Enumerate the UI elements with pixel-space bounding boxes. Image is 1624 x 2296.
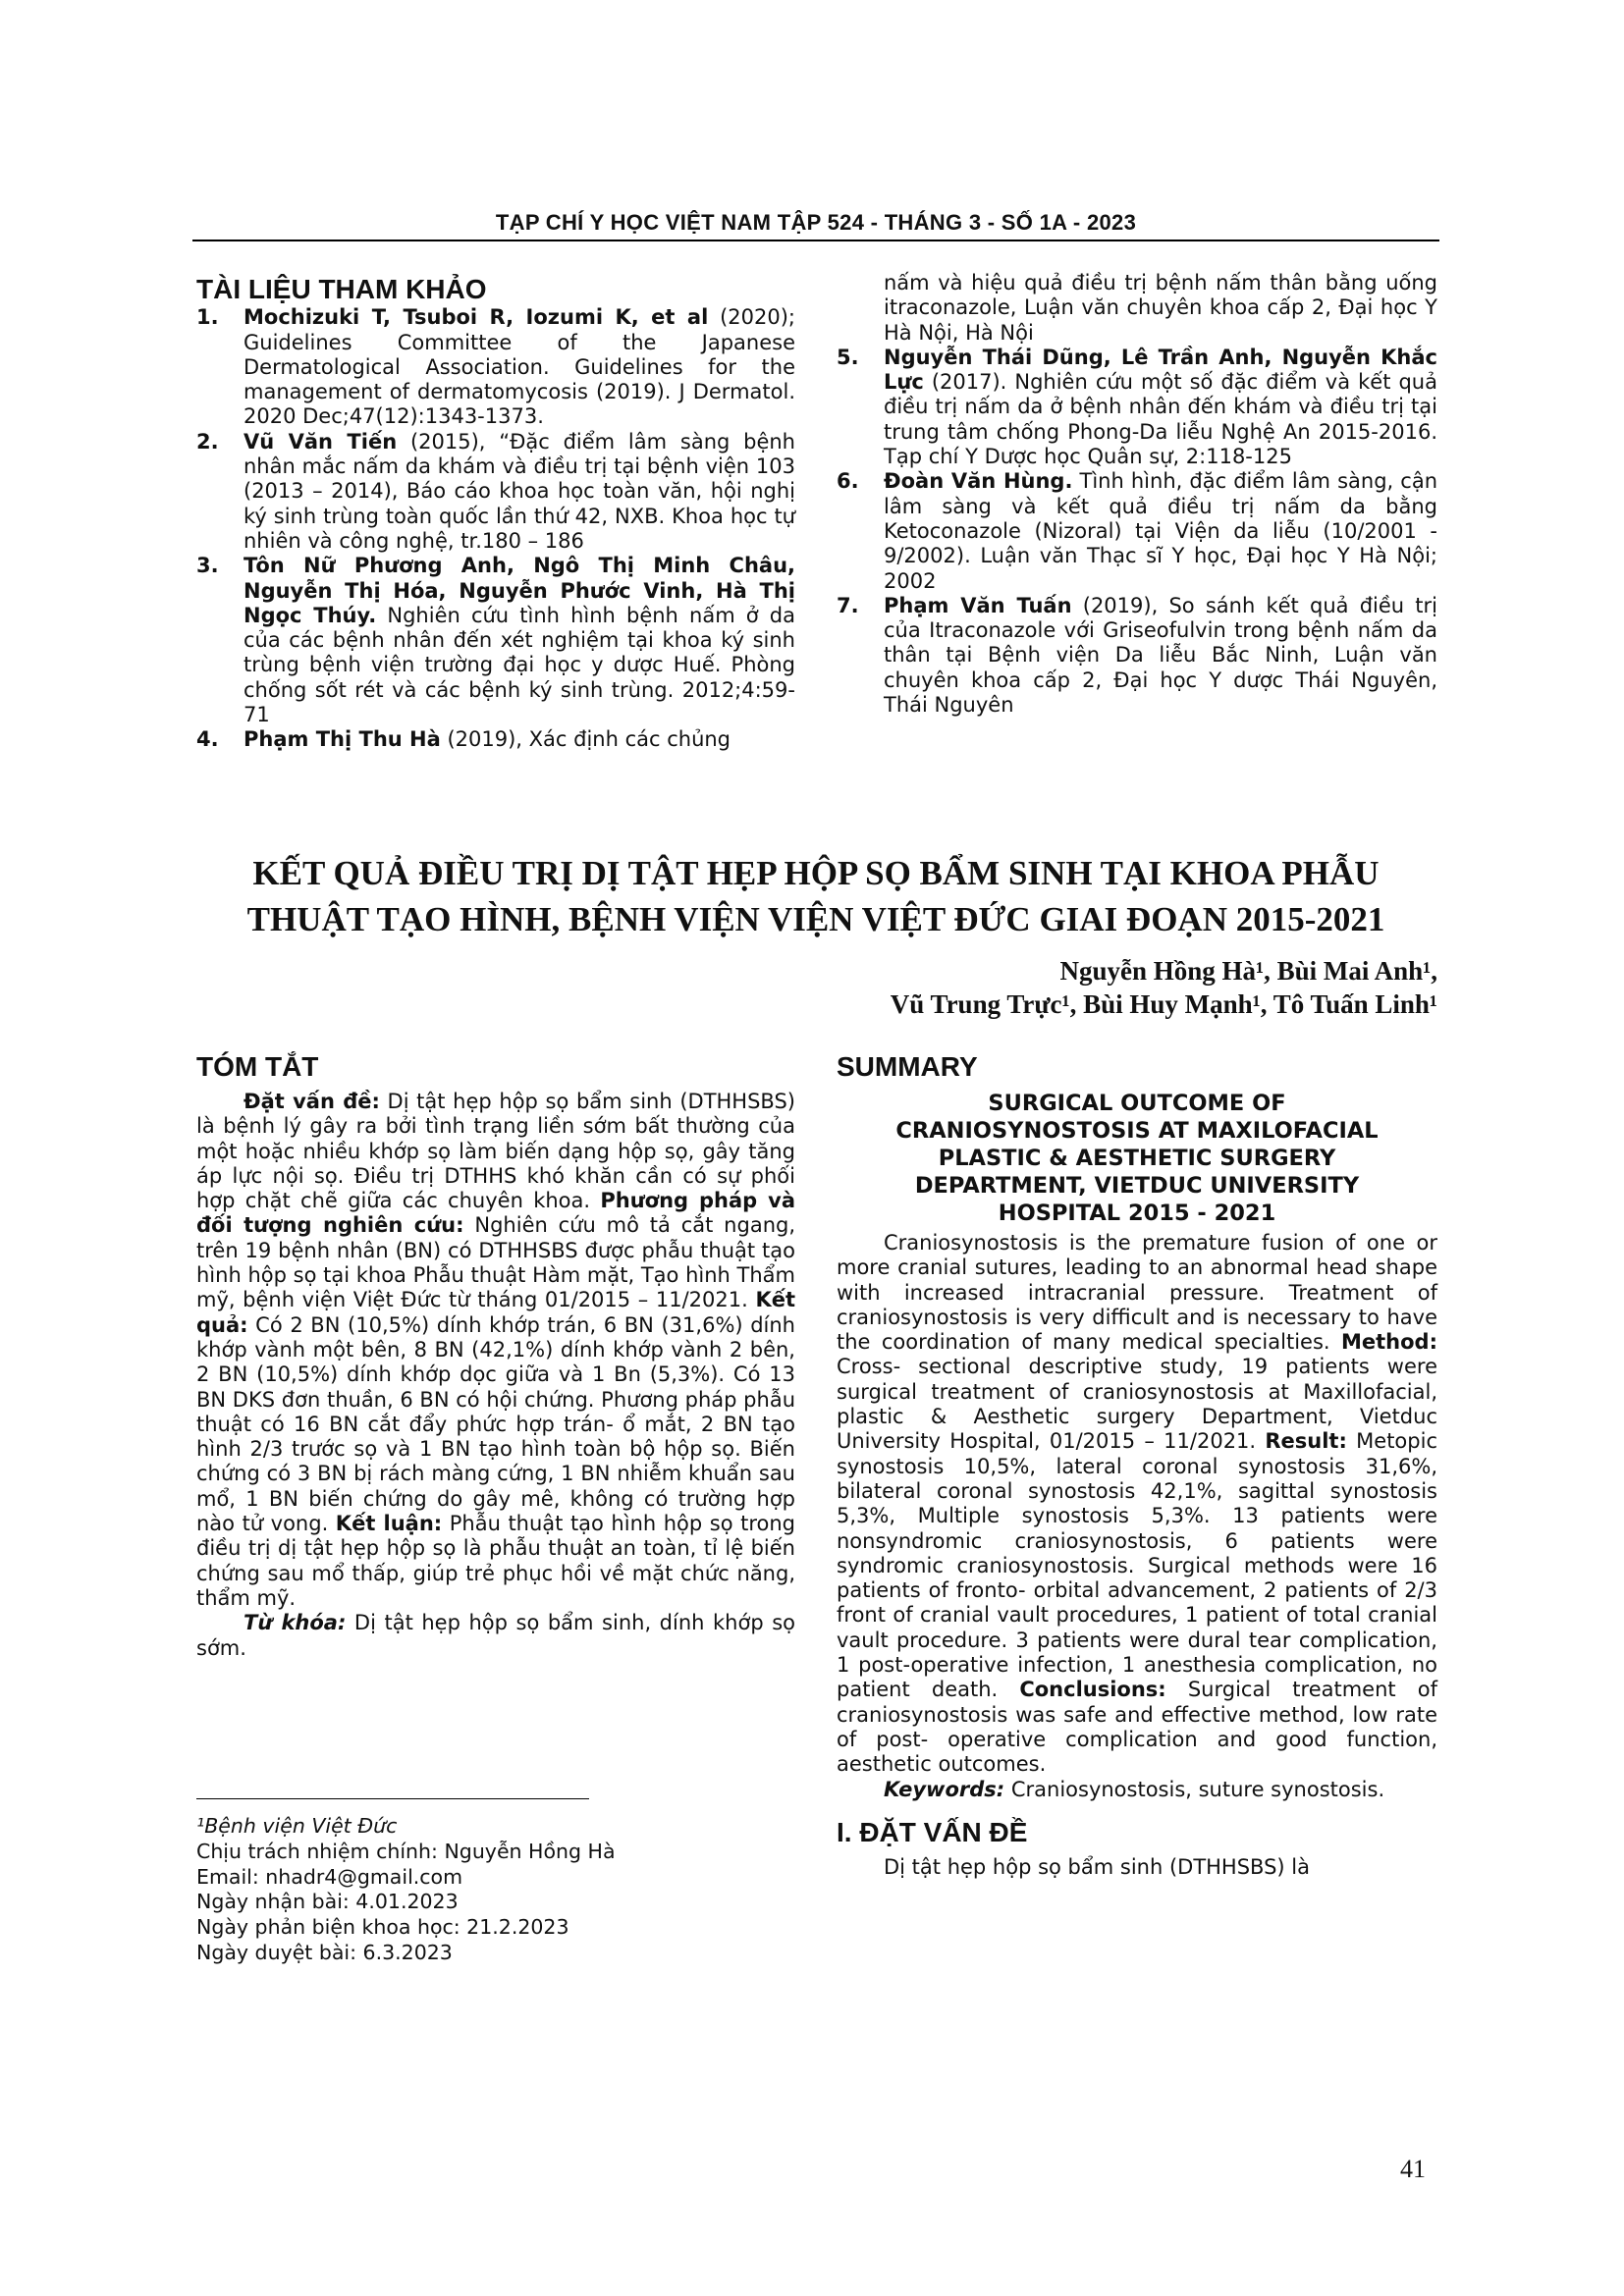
abstract-text: Nghiên cứu mô tả cắt ngang, trên 19 bệnh nhân (BN) có DTHHSBS được phẫu thuật tạo hình hộp sọ tại khoa Phẫu thuật Hàm mặt, Tạo hình Thẩm mỹ, bệnh viện Việt Đức từ tháng 01/2015 – 11/2021. xyxy=(196,1213,796,1312)
label-ket-luan: Kết luận: xyxy=(335,1512,443,1536)
reference-item xyxy=(837,346,1437,469)
reference-authors: Đoàn Văn Hùng. xyxy=(884,469,1073,494)
reference-text: (2017). Nghiên cứu một số đặc điểm và kết quả điều trị nấm da ở bệnh nhân đến khám và điều trị tại trung tâm chống Phong-Da liễu Nghệ An 2015-2016. Tạp chí Y Dược học Quân sự, 2:118-125 xyxy=(884,370,1437,469)
footnote-divider xyxy=(196,1798,589,1799)
keywords-text: Dị tật hẹp hộp sọ bẩm sinh, dính khớp sọ sớm. xyxy=(196,1611,795,1660)
reference-item xyxy=(196,305,795,429)
abstract-heading: TÓM TẮT xyxy=(196,1051,319,1082)
article-authors xyxy=(891,954,1437,1021)
label-ket-qua: Kết quả: xyxy=(196,1288,795,1337)
keywords-paragraph xyxy=(196,1611,795,1661)
reference-number: 4. xyxy=(196,727,219,752)
reference-item xyxy=(837,469,1437,593)
header-rule xyxy=(192,240,1439,241)
reference-number: 2. xyxy=(196,429,219,454)
reference-item xyxy=(196,727,795,752)
authors-line: Nguyễn Hồng Hà¹, Bùi Mai Anh¹, xyxy=(1059,956,1437,986)
summary-heading: SUMMARY xyxy=(837,1051,978,1082)
reference-number: 5. xyxy=(837,345,859,369)
date-received: Ngày nhận bài: 4.01.2023 xyxy=(196,1890,459,1914)
label-tu-khoa: Từ khóa: xyxy=(244,1611,347,1635)
reference-number: 1. xyxy=(196,305,219,330)
reference-item xyxy=(196,554,795,727)
label-conclusions: Conclusions: xyxy=(1019,1678,1166,1702)
english-summary xyxy=(837,1050,1437,1880)
reference-authors: Phạm Văn Tuấn xyxy=(884,593,1072,617)
reference-number: 7. xyxy=(837,593,859,617)
label-dat-van-de: Đặt vấn đề: xyxy=(244,1090,380,1113)
affiliation: ¹Bệnh viện Việt Đức xyxy=(196,1814,398,1838)
article-title-line: THUẬT TẠO HÌNH, BỆNH VIỆN VIỆN VIỆT ĐỨC GIAI ĐOẠN 2015-2021 xyxy=(246,900,1385,938)
email: Email: nhadr4@gmail.com xyxy=(196,1864,463,1889)
vietnamese-abstract xyxy=(196,1050,795,1661)
english-title-line: CRANIOSYNOSTOSIS AT MAXILOFACIAL xyxy=(895,1118,1379,1144)
reference-item xyxy=(837,594,1437,718)
reference-text: (2020); Guidelines Committee of the Japanese Dermatological Association. Guidelines for the management of dermatomycosis (2019). J Dermatol. 2020 Dec;47(12):1343-1373. xyxy=(244,305,795,429)
reference-text: (2019), So sánh kết quả điều trị của Itraconazole với Griseofulvin trong bệnh nấm da thân tại Bệnh viện Da liễu Bắc Ninh, Luận văn chuyên khoa cấp 2, Đại học Y dược Thái Nguyên, Thái Nguyên xyxy=(884,593,1437,718)
summary-text: Cross- sectional descriptive study, 19 patients were surgical treatment of craniosynostosis at Maxillofacial, plastic & Aesthetic surgery Department, Vietduc University Hospital, 01/2015 – 11/2021. xyxy=(837,1355,1437,1454)
reference-authors: Tôn Nữ Phương Anh, Ngô Thị Minh Châu, Nguyễn Thị Hóa, Nguyễn Phước Vinh, Hà Thị Ngọc Thúy. xyxy=(244,554,795,627)
date-reviewed: Ngày phản biện khoa học: 21.2.2023 xyxy=(196,1915,569,1940)
footnotes xyxy=(196,1814,795,1966)
summary-text: Craniosynostosis is the premature fusion of one or more cranial sutures, leading to an abnormal head shape with increased intracranial pressure. Treatment of craniosynostosis is very difficult and is necessary to have the coordination of many medical specialties. xyxy=(837,1231,1437,1355)
summary-keywords xyxy=(837,1778,1437,1802)
abstract-paragraph xyxy=(196,1090,795,1611)
article-title-line: KẾT QUẢ ĐIỀU TRỊ DỊ TẬT HẸP HỘP SỌ BẨM SINH TẠI KHOA PHẪU xyxy=(252,854,1380,892)
english-title-line: HOSPITAL 2015 - 2021 xyxy=(998,1201,1276,1226)
references-right-column xyxy=(837,271,1437,718)
label-phuong-phap: Phương pháp và đối tượng nghiên cứu: xyxy=(196,1189,796,1238)
summary-text: Metopic synostosis 10,5%, lateral coronal synostosis 31,6%, bilateral coronal synostosis 42,1%, sagittal synostosis 5,3%, Multiple synostosis 5,3%. 13 patients were nonsyndromic craniosynostosis, 6 patients were syndromic craniosynostosis. Surgical methods were 16 patients of fronto- orbital advancement, 2 patients of 2/3 front of cranial vault procedures, 1 patient of total cranial vault procedure. 3 patients were dural tear complication, 1 post-operative infection, 1 anesthesia complication, no patient death. xyxy=(837,1429,1437,1702)
abstract-text: Dị tật hẹp hộp sọ bẩm sinh (DTHHSBS) là bệnh lý gây ra bởi tình trạng liền sớm bất thường của một hoặc nhiều khớp sọ làm biến dạng hộp sọ, gây tăng áp lực nội sọ. Điều trị DTHHS khó khăn cần có sự phối hợp chặt chẽ giữa các chuyên khoa. xyxy=(196,1090,795,1213)
reference-continuation xyxy=(837,271,1437,346)
reference-item xyxy=(196,430,795,554)
references-left-column xyxy=(196,274,795,753)
reference-authors: Mochizuki T, Tsuboi R, Iozumi K, et al xyxy=(244,305,709,330)
reference-authors: Vũ Văn Tiến xyxy=(244,429,398,454)
reference-number: 3. xyxy=(196,554,219,578)
english-title-line: SURGICAL OUTCOME OF xyxy=(988,1091,1286,1116)
reference-authors: Phạm Thị Thu Hà xyxy=(244,727,441,752)
page-number: 41 xyxy=(1400,2155,1426,2183)
authors-line: Vũ Trung Trực¹, Bùi Huy Mạnh¹, Tô Tuấn Linh¹ xyxy=(890,989,1437,1019)
abstract-text: Phẫu thuật tạo hình hộp sọ trong điều trị dị tật hẹp hộp sọ là phẫu thuật an toàn, tỉ lệ biến chứng sau mổ thấp, giúp trẻ phục hồi về mặt chức năng, thẩm mỹ. xyxy=(196,1512,795,1610)
references-title: TÀI LIỆU THAM KHẢO xyxy=(196,274,487,304)
journal-header: TẠP CHÍ Y HỌC VIỆT NAM TẬP 524 - THÁNG 3 - SỐ 1A - 2023 xyxy=(495,210,1137,235)
reference-number: 6. xyxy=(837,469,859,494)
reference-text: (2015), “Đặc điểm lâm sàng bệnh nhân mắc nấm da khám và điều trị tại bệnh viện 103 (2013 – 2014), Báo cáo khoa học toàn văn, hội nghị ký sinh trùng toàn quốc lần thứ 42, NXB. Khoa học tự nhiên và công nghệ, tr.180 – 186 xyxy=(244,429,795,553)
date-accepted: Ngày duyệt bài: 6.3.2023 xyxy=(196,1940,453,1964)
article-title xyxy=(192,850,1439,942)
abstract-text: Có 2 BN (10,5%) dính khớp trán, 6 BN (31,6%) dính khớp vành một bên, 8 BN (42,1%) dính khớp vành 2 bên, 2 BN (10,5%) dính khớp dọc giữa và 1 Bn (5,3%). Có 13 BN DKS đơn thuần, 6 BN có hội chứng. Phương pháp phẫu thuật có 16 BN cắt đẩy phức hợp trán- ổ mắt, 2 BN tạo hình 2/3 trước sọ và 1 BN tạo hình toàn bộ hộp sọ. Biến chứng có 3 BN bị rách màng cứng, 1 BN nhiễm khuẩn sau mổ, 1 BN biến chứng do gây mê, không có trường hợp nào tử vong. xyxy=(196,1312,795,1536)
english-title-line: DEPARTMENT, VIETDUC UNIVERSITY xyxy=(914,1173,1360,1199)
english-title xyxy=(856,1090,1418,1227)
reference-text: Tình hình, đặc điểm lâm sàng, cận lâm sàng và kết quả điều trị nấm da bằng Ketoconazole (Nizoral) tại Viện da liễu (10/2001 - 9/2002). Luận văn Thạc sĩ Y học, Đại học Y Hà Nội; 2002 xyxy=(884,469,1437,593)
reference-authors: Nguyễn Thái Dũng, Lê Trần Anh, Nguyễn Khắc Lực xyxy=(884,345,1437,395)
label-method: Method: xyxy=(1341,1330,1437,1355)
section-1-heading: I. ĐẶT VẤN ĐỀ xyxy=(837,1816,1028,1847)
responsible-author: Chịu trách nhiệm chính: Nguyễn Hồng Hà xyxy=(196,1839,616,1863)
section-1-text: Dị tật hẹp hộp sọ bẩm sinh (DTHHSBS) là xyxy=(884,1854,1310,1879)
english-title-line: PLASTIC & AESTHETIC SURGERY xyxy=(938,1146,1336,1171)
reference-text: Nghiên cứu tình hình bệnh nấm ở da của các bệnh nhân đến xét nghiệm tại khoa ký sinh trùng bệnh viện trường đại học y dược Huế. Phòng chống sốt rét và các bệnh ký sinh trùng. 2012;4:59-71 xyxy=(244,603,795,727)
label-keywords: Keywords: xyxy=(884,1777,1005,1801)
reference-text: (2019), Xác định các chủng xyxy=(440,727,731,752)
keywords-text: Craniosynostosis, suture synostosis. xyxy=(1004,1777,1385,1801)
reference-text: nấm và hiệu quả điều trị bệnh nấm thân bằng uống itraconazole, Luận văn chuyên khoa cấp 2, Đại học Y Hà Nội, Hà Nội xyxy=(884,271,1437,345)
summary-text: Surgical treatment of craniosynostosis was safe and effective method, low rate of post- operative complication and good function, aesthetic outcomes. xyxy=(837,1678,1438,1777)
summary-paragraph xyxy=(837,1231,1437,1778)
label-result: Result: xyxy=(1265,1429,1347,1454)
